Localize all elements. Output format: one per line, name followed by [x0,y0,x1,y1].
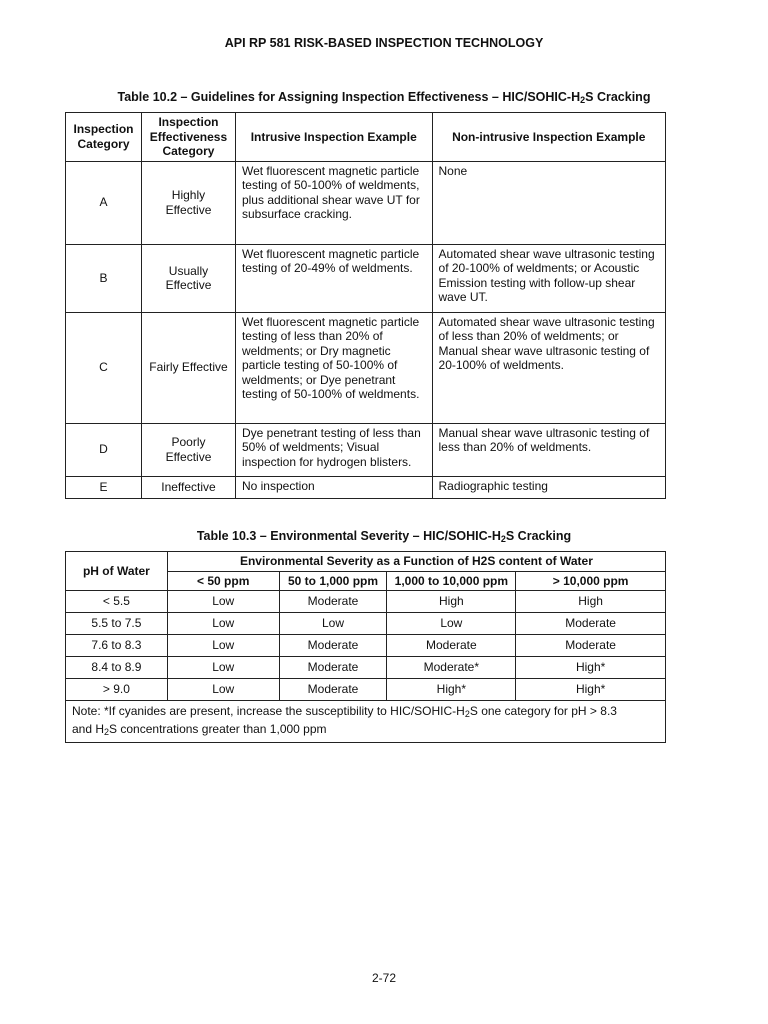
severity-cell: Low [167,613,279,635]
note-text: and H [72,721,105,736]
nonintrusive-cell: Automated shear wave ultrasonic testing of 20-100% of weldments; or Acoustic Emission testing with follow-up shear wave UT. [432,244,665,312]
ph-cell: 7.6 to 8.3 [66,635,168,657]
intrusive-cell: Dye penetrant testing of less than 50% of weldments; Visual inspection for hydrogen blisters. [235,423,432,476]
header-effectiveness-category: Inspection Effectiveness Category [141,113,235,162]
header-intrusive-example: Intrusive Inspection Example [235,113,432,162]
table-row [66,613,666,635]
severity-cell: Moderate [516,613,666,635]
category-cell: E [66,476,142,498]
effectiveness-cell: Ineffective [141,476,235,498]
table-10-3-caption [0,529,768,544]
table-row [66,244,666,312]
table-header-row [66,552,666,572]
ph-cell: 8.4 to 8.9 [66,657,168,679]
note-text: Note: *If cyanides are present, increase the susceptibility to HIC/SOHIC-H [72,704,465,718]
intrusive-cell: Wet fluorescent magnetic particle testing of less than 20% of weldments; or Dry magnetic particle testing of 50-100% of weldments; or Dye penetrant testing of 50-100% of weldments. [235,312,432,423]
category-cell: B [66,244,142,312]
header-h2s-range: > 10,000 ppm [516,571,666,591]
severity-cell: High* [387,679,516,701]
severity-cell: Low [279,613,387,635]
table-note-row [66,701,666,743]
severity-cell: Low [167,679,279,701]
severity-cell: Moderate [279,591,387,613]
severity-cell: Moderate [279,635,387,657]
note-text: S concentrations greater than 1,000 ppm [109,721,327,736]
caption-subscript: 2 [500,534,506,544]
ph-cell: 5.5 to 7.5 [66,613,168,635]
caption-text: Table 10.2 – Guidelines for Assigning Inspection Effectiveness – HIC/SOHIC-H [117,90,581,104]
nonintrusive-cell: Manual shear wave ultrasonic testing of less than 20% of weldments. [432,423,665,476]
environmental-severity-table [65,551,666,743]
severity-cell: Moderate [279,657,387,679]
table-note [66,701,666,743]
intrusive-cell: Wet fluorescent magnetic particle testing of 20-49% of weldments. [235,244,432,312]
table-10-2-caption [0,90,768,105]
inspection-effectiveness-table [65,112,666,499]
effectiveness-cell: Poorly Effective [141,423,235,476]
table-row [66,476,666,498]
caption-text-end: S Cracking [505,529,572,543]
severity-cell: High [387,591,516,613]
severity-cell: Low [167,591,279,613]
severity-cell: Moderate [516,635,666,657]
severity-cell: Low [167,635,279,657]
table-row [66,591,666,613]
note-text: S one category for pH > 8.3 [469,704,617,718]
severity-cell: Moderate [279,679,387,701]
caption-text-end: S Cracking [585,90,651,104]
table-row [66,312,666,423]
note-subscript: 2 [104,726,110,737]
header-h2s-range: < 50 ppm [167,571,279,591]
page-number: 2-72 [371,971,397,985]
severity-cell: Low [167,657,279,679]
note-subscript: 2 [464,709,470,719]
effectiveness-cell: Usually Effective [141,244,235,312]
header-nonintrusive-example: Non-intrusive Inspection Example [432,113,665,162]
category-cell: A [66,161,142,244]
severity-cell: High* [516,657,666,679]
header-h2s-range: 50 to 1,000 ppm [279,571,387,591]
header-inspection-category: Inspection Category [66,113,142,162]
severity-cell: High* [516,679,666,701]
caption-subscript: 2 [580,95,586,105]
intrusive-cell: No inspection [235,476,432,498]
caption-text: Table 10.3 – Environmental Severity – HIC/SOHIC-H [196,529,501,543]
nonintrusive-cell: Automated shear wave ultrasonic testing of less than 20% of weldments; or Manual shear wave ultrasonic testing of 20-100% of weldments. [432,312,665,423]
nonintrusive-cell: None [432,161,665,244]
table-row [66,657,666,679]
category-cell: D [66,423,142,476]
intrusive-cell: Wet fluorescent magnetic particle testing of 50-100% of weldments, plus additional shear wave UT for subsurface cracking. [235,161,432,244]
document-header: API RP 581 RISK-BASED INSPECTION TECHNOLOGY [224,36,544,50]
table-header-row [66,113,666,162]
nonintrusive-cell: Radiographic testing [432,476,665,498]
severity-cell: Moderate [387,635,516,657]
severity-cell: High [516,591,666,613]
table-row [66,679,666,701]
ph-cell: < 5.5 [66,591,168,613]
effectiveness-cell: Fairly Effective [141,312,235,423]
table-row [66,161,666,244]
table-row [66,423,666,476]
table-row [66,635,666,657]
header-h2s-range: 1,000 to 10,000 ppm [387,571,516,591]
category-cell: C [66,312,142,423]
header-severity-group: Environmental Severity as a Function of H2S content of Water [167,552,665,572]
header-ph-of-water: pH of Water [66,552,168,591]
ph-cell: > 9.0 [66,679,168,701]
effectiveness-cell: Highly Effective [141,161,235,244]
severity-cell: Moderate* [387,657,516,679]
severity-cell: Low [387,613,516,635]
